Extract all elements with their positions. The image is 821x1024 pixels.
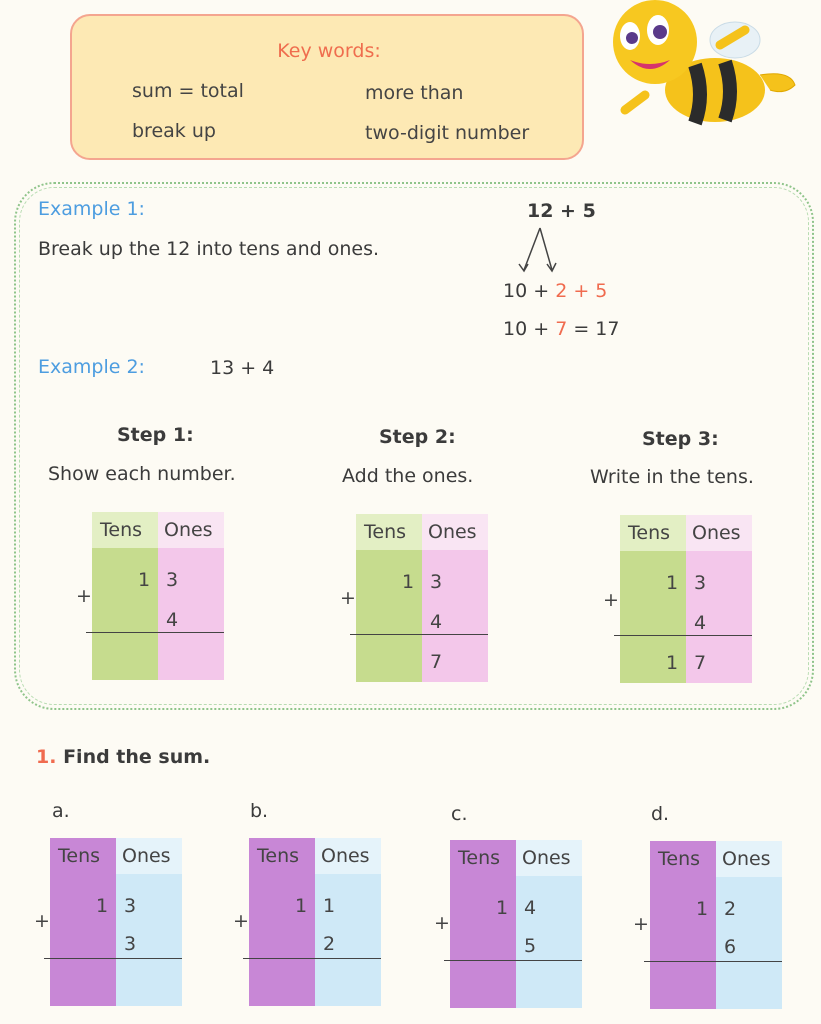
sum-line [86,632,224,633]
break-up-line [503,280,607,302]
exercise-label: b. [250,800,269,822]
break-up-tens: 10 + [503,280,556,302]
digit: 1 [696,898,709,920]
tens-header: Tens [100,519,143,541]
result-line [503,318,619,340]
tens-header: Tens [364,521,407,543]
digit: 5 [524,935,537,957]
example-1-expression: 12 + 5 [527,200,596,222]
exercise-number: 1. [36,746,57,768]
digit: 2 [724,898,737,920]
result-total: = 17 [567,318,620,340]
plus-sign: + [434,912,450,934]
digit: 3 [694,572,707,594]
sum-line [644,961,782,962]
tens-header: Tens [658,848,701,870]
digit: 4 [430,611,443,633]
example-1-text: Break up the 12 into tens and ones. [38,238,380,260]
exercise-heading [36,746,210,768]
sum-line [243,958,381,959]
break-up-ones: 2 + 5 [555,280,608,302]
sum-line [614,635,752,636]
key-word: more than [365,82,464,104]
exercise-table-a [50,838,182,1006]
exercise-title: Find the sum. [63,746,211,768]
digit: 3 [430,571,443,593]
result-ones: 7 [555,318,568,340]
ones-header: Ones [522,847,571,869]
ones-header: Ones [692,522,741,544]
example-2-expression: 13 + 4 [210,357,275,379]
digit: 4 [694,612,707,634]
digit: 2 [323,933,336,955]
example-1-label: Example 1: [38,198,145,220]
exercise-table-b [249,838,381,1006]
key-word: two-digit number [365,122,530,144]
plus-sign: + [603,589,619,611]
digit: 1 [666,652,679,674]
sum-line [350,634,488,635]
sum-line [44,958,182,959]
exercise-table-d [650,841,782,1009]
tens-header: Tens [257,845,300,867]
digit: 3 [124,895,137,917]
step-2-description: Add the ones. [342,465,474,487]
ones-header: Ones [164,519,213,541]
digit: 1 [138,569,151,591]
ones-header: Ones [321,845,370,867]
result-tens: 10 + [503,318,556,340]
ones-header: Ones [428,521,477,543]
plus-sign: + [34,910,50,932]
step-1-description: Show each number. [48,463,236,485]
step-3-description: Write in the tens. [590,466,754,488]
exercise-label: c. [451,803,468,825]
plus-sign: + [76,585,92,607]
digit: 1 [323,895,336,917]
digit: 4 [166,609,179,631]
place-value-table-step-2 [356,514,488,682]
digit: 1 [295,895,308,917]
bee-mascot-icon [600,0,800,140]
place-value-table-step-1 [92,512,224,680]
digit: 1 [666,572,679,594]
digit: 1 [402,571,415,593]
key-word: sum = total [132,80,244,102]
key-words-box [70,14,584,160]
key-word: break up [132,120,216,142]
ones-header: Ones [722,848,771,870]
sum-line [444,960,582,961]
tens-header: Tens [58,845,101,867]
step-1-title: Step 1: [117,424,194,446]
tens-header: Tens [458,847,501,869]
break-up-arrows-icon [512,226,562,274]
digit: 1 [496,897,509,919]
key-words-title: Key words: [277,40,381,62]
digit: 7 [694,652,707,674]
digit: 1 [96,895,109,917]
place-value-table-step-3 [620,515,752,683]
digit: 3 [124,933,137,955]
example-2-label: Example 2: [38,356,145,378]
step-2-title: Step 2: [379,426,456,448]
exercise-label: a. [52,800,70,822]
digit: 4 [524,897,537,919]
tens-header: Tens [628,522,671,544]
plus-sign: + [340,587,356,609]
digit: 7 [430,651,443,673]
step-3-title: Step 3: [642,428,719,450]
digit: 6 [724,936,737,958]
ones-header: Ones [122,845,171,867]
exercise-label: d. [651,803,670,825]
plus-sign: + [633,913,649,935]
exercise-table-c [450,840,582,1008]
plus-sign: + [233,910,249,932]
digit: 3 [166,569,179,591]
